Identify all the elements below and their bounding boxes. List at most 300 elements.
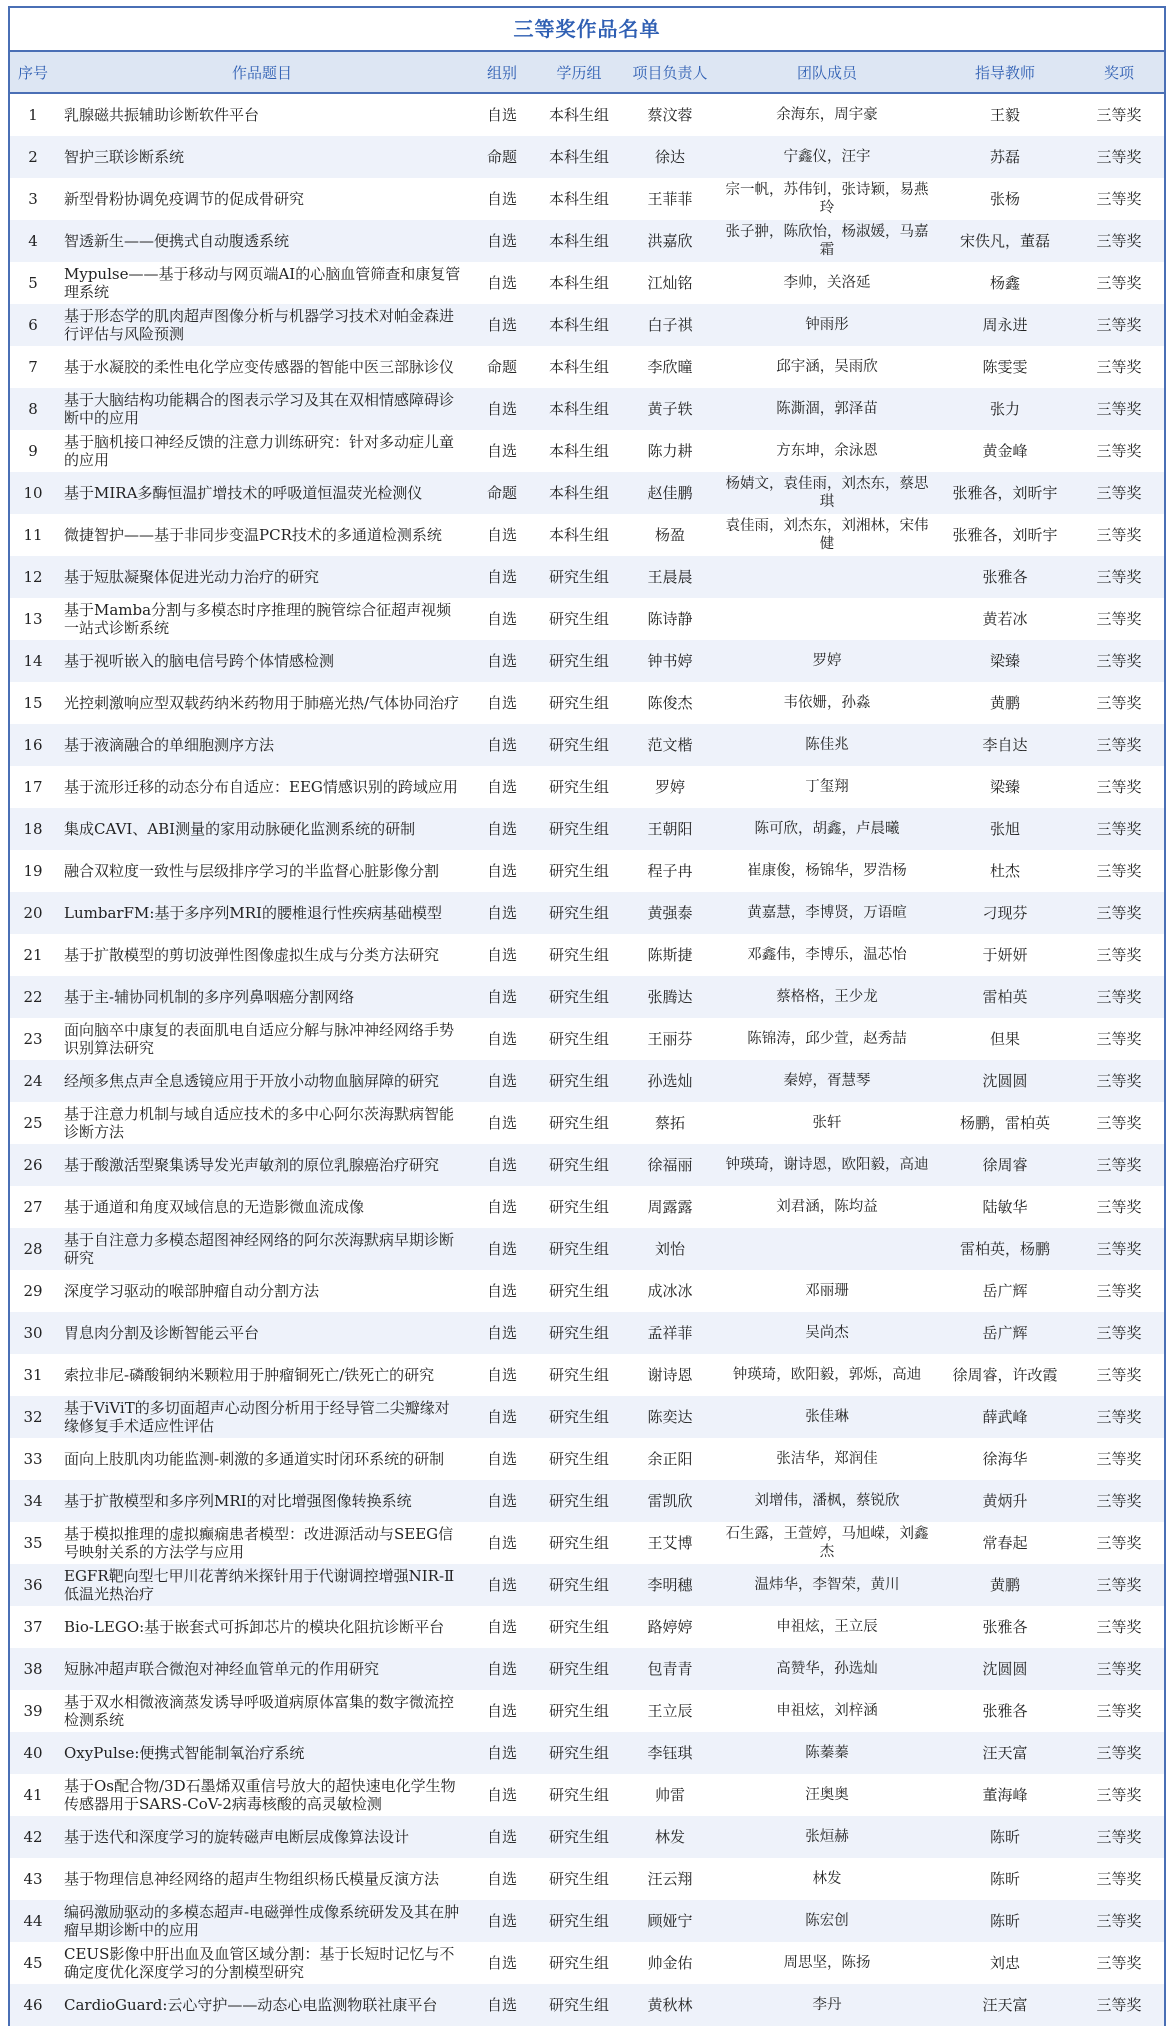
team-members: 宁鑫仪，汪宇: [718, 136, 936, 178]
row-index: 11: [23, 526, 43, 544]
award: 三等奖: [1074, 1228, 1164, 1270]
project-leader: 孟祥菲: [622, 1312, 718, 1354]
table-row: [10, 598, 1164, 640]
row-index: 27: [23, 1198, 43, 1216]
team-members: [718, 556, 936, 598]
table-row: [10, 1438, 1164, 1480]
row-index: 1: [28, 106, 38, 124]
education-level: 研究生组: [548, 1450, 609, 1468]
row-index: 18: [10, 808, 56, 850]
work-title: LumbarFM:基于多序列MRI的腰椎退行性疾病基础模型: [56, 892, 468, 934]
row-index: 2: [10, 136, 56, 178]
team-members: 高赞华，孙选灿: [718, 1648, 936, 1690]
team-members: 温炜华，李智荣，黄川: [718, 1564, 936, 1606]
table-row: [10, 1690, 1164, 1732]
table-row: [10, 93, 1164, 136]
work-title: CEUS影像中肝出血及血管区域分割：基于长短时记忆与不确定度优化深度学习的分割模型研究: [64, 1945, 455, 1981]
category: 自选: [468, 1060, 536, 1102]
advisor: 张杨: [989, 190, 1020, 208]
table-row: [10, 1102, 1164, 1144]
table-row: [10, 934, 1164, 976]
award: 三等奖: [1074, 892, 1164, 934]
education-level: 本科生组: [536, 304, 622, 346]
row-index: 32: [10, 1396, 56, 1438]
project-leader: 范文楷: [622, 724, 718, 766]
advisor: 张雅各，刘昕宇: [936, 472, 1074, 514]
row-index: 26: [10, 1144, 56, 1186]
work-title: 基于注意力机制与域自适应技术的多中心阿尔茨海默病智能诊断方法: [64, 1105, 455, 1141]
advisor: 雷柏英: [936, 976, 1074, 1018]
category: 命题: [486, 358, 517, 376]
table-row: [10, 1648, 1164, 1690]
table-row: [10, 640, 1164, 682]
team-members: 申祖炫，王立辰: [776, 1619, 878, 1635]
table-row: [10, 1312, 1164, 1354]
project-leader: 谢诗恩: [647, 1366, 693, 1384]
col-header-members: 团队成员: [718, 52, 936, 93]
table-row: [10, 388, 1164, 430]
advisor: 汪天富: [936, 1732, 1074, 1774]
project-leader: 周露露: [647, 1198, 693, 1216]
award: 三等奖: [1096, 1114, 1142, 1132]
category: 自选: [468, 808, 536, 850]
table-row: [10, 346, 1164, 388]
education-level: 研究生组: [536, 1060, 622, 1102]
row-index: 25: [23, 1114, 43, 1132]
row-index: 37: [23, 1618, 43, 1636]
education-level: 研究生组: [548, 1702, 609, 1720]
work-title: 集成CAVI、ABI测量的家用动脉硬化监测系统的研制: [56, 808, 468, 850]
education-level: 研究生组: [536, 1396, 622, 1438]
category: 自选: [486, 694, 517, 712]
table-row: [10, 976, 1164, 1018]
row-index: 19: [23, 862, 43, 880]
work-title: 编码激励驱动的多模态超声-电磁弹性成像系统研发及其在肿瘤早期诊断中的应用: [56, 1900, 468, 1942]
work-title: 智透新生——便携式自动腹透系统: [56, 220, 468, 262]
category: 自选: [468, 1900, 536, 1942]
project-leader: 程子冉: [647, 862, 693, 880]
education-level: 本科生组: [536, 136, 622, 178]
work-title: EGFR靶向型七甲川花菁纳米探针用于代谢调控增强NIR-Ⅱ低温光热治疗: [56, 1564, 468, 1606]
col-header-index: 序号: [10, 52, 56, 93]
table-row: [10, 1354, 1164, 1396]
work-title: 基于流形迁移的动态分布自适应：EEG情感识别的跨域应用: [64, 778, 458, 796]
award: 三等奖: [1096, 1030, 1142, 1048]
project-leader: 王晨晨: [622, 556, 718, 598]
education-level: 研究生组: [548, 1618, 609, 1636]
award-table: [10, 52, 1164, 2026]
project-leader: 钟书婷: [622, 640, 718, 682]
work-title: 基于迭代和深度学习的旋转磁声电断层成像算法设计: [56, 1816, 468, 1858]
row-index: 33: [23, 1450, 43, 1468]
advisor: 陈昕: [936, 1816, 1074, 1858]
row-index: 41: [23, 1786, 43, 1804]
team-members: 陈可欣，胡鑫，卢晨曦: [718, 808, 936, 850]
education-level: 本科生组: [548, 190, 609, 208]
team-members: 宗一帆，苏伟钊，张诗颖，易燕玲: [725, 182, 929, 216]
award: 三等奖: [1096, 526, 1142, 544]
row-index: 28: [10, 1228, 56, 1270]
project-leader: 林发: [622, 1816, 718, 1858]
project-leader: 徐达: [622, 136, 718, 178]
advisor: 张雅各: [936, 556, 1074, 598]
row-index: 23: [23, 1030, 43, 1048]
table-row: [10, 304, 1164, 346]
team-members: [718, 1228, 936, 1270]
project-leader: 王艾博: [647, 1534, 693, 1552]
team-members: 张子翀，陈欣怡，杨淑媛，马嘉霜: [718, 220, 936, 262]
team-members: 杨婧文，袁佳雨，刘杰东，蔡思琪: [718, 472, 936, 514]
advisor: 张力: [936, 388, 1074, 430]
category: 自选: [468, 220, 536, 262]
row-index: 35: [23, 1534, 43, 1552]
education-level: 研究生组: [536, 1732, 622, 1774]
advisor: 梁臻: [936, 640, 1074, 682]
table-row: [10, 1774, 1164, 1816]
team-members: 黄嘉慧，李博贤，万语暄: [718, 892, 936, 934]
category: 自选: [486, 1366, 517, 1384]
team-members: 蔡格格，王少龙: [718, 976, 936, 1018]
team-members: 陈宏创: [718, 1900, 936, 1942]
project-leader: 蔡汶蓉: [647, 106, 693, 124]
category: 自选: [468, 1816, 536, 1858]
team-members: 张烜赫: [718, 1816, 936, 1858]
advisor: 常春起: [982, 1534, 1028, 1552]
education-level: 研究生组: [548, 1870, 609, 1888]
category: 自选: [486, 1954, 517, 1972]
work-title: 融合双粒度一致性与层级排序学习的半监督心脏影像分割: [64, 862, 440, 880]
row-index: 9: [28, 442, 38, 460]
project-leader: 李明穗: [622, 1564, 718, 1606]
row-index: 3: [28, 190, 38, 208]
col-header-advisor: 指导教师: [936, 52, 1074, 93]
project-leader: 白子祺: [622, 304, 718, 346]
education-level: 本科生组: [536, 220, 622, 262]
education-level: 研究生组: [536, 976, 622, 1018]
category: 自选: [468, 892, 536, 934]
advisor: 周永进: [936, 304, 1074, 346]
education-level: 研究生组: [536, 640, 622, 682]
project-leader: 赵佳鹏: [622, 472, 718, 514]
category: 自选: [486, 526, 517, 544]
award: 三等奖: [1096, 1786, 1142, 1804]
row-index: 36: [10, 1564, 56, 1606]
award: 三等奖: [1096, 1450, 1142, 1468]
advisor: 苏磊: [936, 136, 1074, 178]
row-index: 8: [10, 388, 56, 430]
team-members: 陈锦涛，邱少萱，赵秀喆: [747, 1031, 907, 1047]
row-index: 13: [23, 610, 43, 628]
award: 三等奖: [1096, 946, 1142, 964]
project-leader: 陈力耕: [647, 442, 693, 460]
project-leader: 黄秋林: [622, 1984, 718, 2026]
advisor: 沈圆圆: [936, 1648, 1074, 1690]
education-level: 研究生组: [548, 1114, 609, 1132]
project-leader: 成冰冰: [647, 1282, 693, 1300]
award: 三等奖: [1074, 1060, 1164, 1102]
advisor: 徐周睿: [936, 1144, 1074, 1186]
team-members: 陈蓁蓁: [718, 1732, 936, 1774]
award: 三等奖: [1096, 1366, 1142, 1384]
category: 自选: [486, 1282, 517, 1300]
category: 自选: [486, 862, 517, 880]
award: 三等奖: [1096, 1282, 1142, 1300]
team-members: 吴尚杰: [718, 1312, 936, 1354]
category: 自选: [486, 1702, 517, 1720]
row-index: 40: [10, 1732, 56, 1774]
advisor: 陈昕: [936, 1900, 1074, 1942]
education-level: 研究生组: [536, 808, 622, 850]
row-index: 6: [10, 304, 56, 346]
education-level: 研究生组: [548, 862, 609, 880]
category: 自选: [486, 1030, 517, 1048]
work-title: 基于脑机接口神经反馈的注意力训练研究：针对多动症儿童的应用: [64, 433, 455, 469]
row-index: 17: [23, 778, 43, 796]
education-level: 研究生组: [548, 1198, 609, 1216]
category: 自选: [486, 1198, 517, 1216]
advisor: 陆敏华: [982, 1198, 1028, 1216]
award: 三等奖: [1096, 1198, 1142, 1216]
team-members: 邓丽珊: [805, 1283, 849, 1299]
award: 三等奖: [1096, 190, 1142, 208]
work-title: 基于模拟推理的虚拟癫痫患者模型：改进源活动与SEEG信号映射关系的方法学与应用: [64, 1525, 454, 1561]
category: 自选: [486, 442, 517, 460]
project-leader: 杨盈: [654, 526, 685, 544]
work-title: 乳腺磁共振辅助诊断软件平台: [64, 106, 260, 124]
table-row: [10, 850, 1164, 892]
award: 三等奖: [1074, 1564, 1164, 1606]
award: 三等奖: [1074, 1312, 1164, 1354]
row-index: 22: [10, 976, 56, 1018]
advisor: 李自达: [936, 724, 1074, 766]
team-members: 林发: [812, 1871, 842, 1887]
project-leader: 罗婷: [654, 778, 685, 796]
advisor: 陈昕: [989, 1870, 1020, 1888]
award: 三等奖: [1096, 1954, 1142, 1972]
table-row: [10, 1480, 1164, 1522]
advisor: 黄若冰: [982, 610, 1028, 628]
row-index: 20: [10, 892, 56, 934]
category: 自选: [468, 1564, 536, 1606]
table-row: [10, 1942, 1164, 1984]
project-leader: 江灿铭: [647, 274, 693, 292]
project-leader: 张腾达: [622, 976, 718, 1018]
table-row: [10, 1228, 1164, 1270]
row-index: 29: [23, 1282, 43, 1300]
work-title: CardioGuard:云心守护——动态心电监测物联社康平台: [56, 1984, 468, 2026]
project-leader: 王丽芬: [647, 1030, 693, 1048]
advisor: 张雅各: [982, 1702, 1028, 1720]
project-leader: 包青青: [622, 1648, 718, 1690]
row-index: 16: [10, 724, 56, 766]
advisor: 陈雯雯: [982, 358, 1028, 376]
team-members: 余海东，周宇豪: [776, 107, 878, 123]
team-members: 周思坚，陈扬: [783, 1955, 871, 1971]
project-leader: 陈诗静: [647, 610, 693, 628]
work-title: 基于主-辅协同机制的多序列鼻咽癌分割网络: [56, 976, 468, 1018]
table-row: [10, 178, 1164, 220]
advisor: 雷柏英，杨鹏: [936, 1228, 1074, 1270]
work-title: 基于双水相微液滴蒸发诱导呼吸道病原体富集的数字微流控检测系统: [64, 1693, 455, 1729]
category: 自选: [468, 388, 536, 430]
award: 三等奖: [1096, 610, 1142, 628]
table-row: [10, 724, 1164, 766]
project-leader: 徐福丽: [622, 1144, 718, 1186]
team-members: 袁佳雨，刘杰东，刘湘林，宋伟健: [725, 518, 929, 552]
work-title: 基于Mamba分割与多模态时序推理的腕管综合征超声视频一站式诊断系统: [64, 601, 452, 637]
team-members: 张洁华，郑润佳: [776, 1451, 878, 1467]
award: 三等奖: [1096, 274, 1142, 292]
work-title: 深度学习驱动的喉部肿瘤自动分割方法: [64, 1282, 320, 1300]
table-row: [10, 136, 1164, 178]
category: 自选: [468, 1312, 536, 1354]
advisor: 张雅各，刘昕宇: [952, 526, 1058, 544]
category: 自选: [486, 274, 517, 292]
project-leader: 王立辰: [647, 1702, 693, 1720]
project-leader: 王菲菲: [647, 190, 693, 208]
row-index: 43: [23, 1870, 43, 1888]
work-title: 索拉非尼-磷酸铜纳米颗粒用于肿瘤铜死亡/铁死亡的研究: [64, 1366, 435, 1384]
award: 三等奖: [1096, 442, 1142, 460]
project-leader: 蔡拓: [654, 1114, 685, 1132]
page-title: 三等奖作品名单: [10, 8, 1164, 52]
row-index: 5: [28, 274, 38, 292]
education-level: 研究生组: [548, 1786, 609, 1804]
category: 自选: [468, 976, 536, 1018]
row-index: 14: [10, 640, 56, 682]
advisor: 梁臻: [989, 778, 1020, 796]
work-title: 基于通道和角度双域信息的无造影微血流成像: [64, 1198, 365, 1216]
award: 三等奖: [1096, 862, 1142, 880]
work-title: Bio-LEGO:基于嵌套式可拆卸芯片的模块化阻抗诊断平台: [64, 1618, 445, 1636]
education-level: 研究生组: [536, 1228, 622, 1270]
table-row: [10, 1396, 1164, 1438]
project-leader: 李欣曈: [647, 358, 693, 376]
award: 三等奖: [1074, 1816, 1164, 1858]
row-index: 45: [23, 1954, 43, 1972]
award: 三等奖: [1074, 472, 1164, 514]
team-members: 邱宇涵，吴雨欣: [776, 359, 878, 375]
advisor: 岳广辉: [936, 1312, 1074, 1354]
project-leader: 陈奕达: [622, 1396, 718, 1438]
award: 三等奖: [1096, 1870, 1142, 1888]
work-title: 面向脑卒中康复的表面肌电自适应分解与脉冲神经网络手势识别算法研究: [64, 1021, 455, 1057]
table-row: [10, 430, 1164, 472]
award: 三等奖: [1074, 808, 1164, 850]
category: 自选: [486, 610, 517, 628]
team-members: 石生露，王萱婷，马旭嵘，刘鑫杰: [725, 1526, 929, 1560]
advisor: 王毅: [989, 106, 1020, 124]
advisor: 汪天富: [936, 1984, 1074, 2026]
work-title: 胃息肉分割及诊断智能云平台: [56, 1312, 468, 1354]
category: 自选: [468, 1396, 536, 1438]
work-title: 基于视听嵌入的脑电信号跨个体情感检测: [56, 640, 468, 682]
row-index: 34: [10, 1480, 56, 1522]
team-members: 李帅，关洛延: [783, 275, 871, 291]
category: 自选: [486, 190, 517, 208]
category: 自选: [486, 1618, 517, 1636]
project-leader: 洪嘉欣: [622, 220, 718, 262]
table-row: [10, 1732, 1164, 1774]
education-level: 研究生组: [536, 1816, 622, 1858]
education-level: 本科生组: [548, 526, 609, 544]
col-header-level: 学历组: [536, 52, 622, 93]
work-title: 面向上肢肌肉功能监测-刺激的多通道实时闭环系统的研制: [64, 1450, 445, 1468]
team-members: 钟瑛琦，欧阳毅，郭烁，高迪: [732, 1367, 922, 1383]
row-index: 24: [10, 1060, 56, 1102]
table-row: [10, 556, 1164, 598]
work-title: 经颅多焦点声全息透镜应用于开放小动物血脑屏障的研究: [56, 1060, 468, 1102]
team-members: 张轩: [812, 1115, 842, 1131]
award: 三等奖: [1096, 694, 1142, 712]
award: 三等奖: [1074, 640, 1164, 682]
table-row: [10, 514, 1164, 556]
award: 三等奖: [1074, 304, 1164, 346]
row-index: 39: [23, 1702, 43, 1720]
advisor: 杜杰: [989, 862, 1020, 880]
table-row: [10, 1018, 1164, 1060]
advisor: 刘忠: [989, 1954, 1020, 1972]
row-index: 10: [10, 472, 56, 514]
table-row: [10, 220, 1164, 262]
col-header-leader: 项目负责人: [622, 52, 718, 93]
project-leader: 李钰琪: [622, 1732, 718, 1774]
col-header-category: 组别: [468, 52, 536, 93]
team-members: 陈佳兆: [718, 724, 936, 766]
work-title: 基于MIRA多酶恒温扩增技术的呼吸道恒温荧光检测仪: [56, 472, 468, 514]
advisor: 于妍妍: [982, 946, 1028, 964]
row-index: 31: [23, 1366, 43, 1384]
row-index: 42: [10, 1816, 56, 1858]
team-members: 崔康俊，杨锦华，罗浩杨: [747, 863, 907, 879]
award: 三等奖: [1074, 388, 1164, 430]
category: 自选: [486, 1114, 517, 1132]
table-row: [10, 766, 1164, 808]
award: 三等奖: [1096, 358, 1142, 376]
table-row: [10, 1564, 1164, 1606]
education-level: 本科生组: [548, 106, 609, 124]
table-row: [10, 1816, 1164, 1858]
advisor: 徐周睿，许改霞: [952, 1366, 1058, 1384]
project-leader: 黄强泰: [622, 892, 718, 934]
table-row: [10, 808, 1164, 850]
table-header-row: [10, 52, 1164, 93]
category: 自选: [486, 946, 517, 964]
team-members: 丁玺翔: [805, 779, 849, 795]
education-level: 本科生组: [548, 274, 609, 292]
team-members: 钟瑛琦，谢诗恩，欧阳毅，高迪: [718, 1144, 936, 1186]
work-title: 基于短肽凝聚体促进光动力治疗的研究: [56, 556, 468, 598]
education-level: 研究生组: [536, 1648, 622, 1690]
work-title: 基于自注意力多模态超图神经网络的阿尔茨海默病早期诊断研究: [56, 1228, 468, 1270]
education-level: 本科生组: [536, 472, 622, 514]
education-level: 研究生组: [548, 946, 609, 964]
work-title: 基于大脑结构功能耦合的图表示学习及其在双相情感障碍诊断中的应用: [56, 388, 468, 430]
education-level: 研究生组: [536, 556, 622, 598]
team-members: 申祖炫，刘梓涵: [776, 1703, 878, 1719]
award: 三等奖: [1074, 1732, 1164, 1774]
education-level: 研究生组: [536, 892, 622, 934]
col-header-title: 作品题目: [56, 52, 468, 93]
category: 自选: [486, 778, 517, 796]
work-title: 基于水凝胶的柔性电化学应变传感器的智能中医三部脉诊仪: [64, 358, 455, 376]
award: 三等奖: [1074, 976, 1164, 1018]
award: 三等奖: [1096, 778, 1142, 796]
advisor: 岳广辉: [982, 1282, 1028, 1300]
work-title: 基于液滴融合的单细胞测序方法: [56, 724, 468, 766]
row-index: 7: [28, 358, 38, 376]
team-members: 秦婷，胥慧琴: [718, 1060, 936, 1102]
